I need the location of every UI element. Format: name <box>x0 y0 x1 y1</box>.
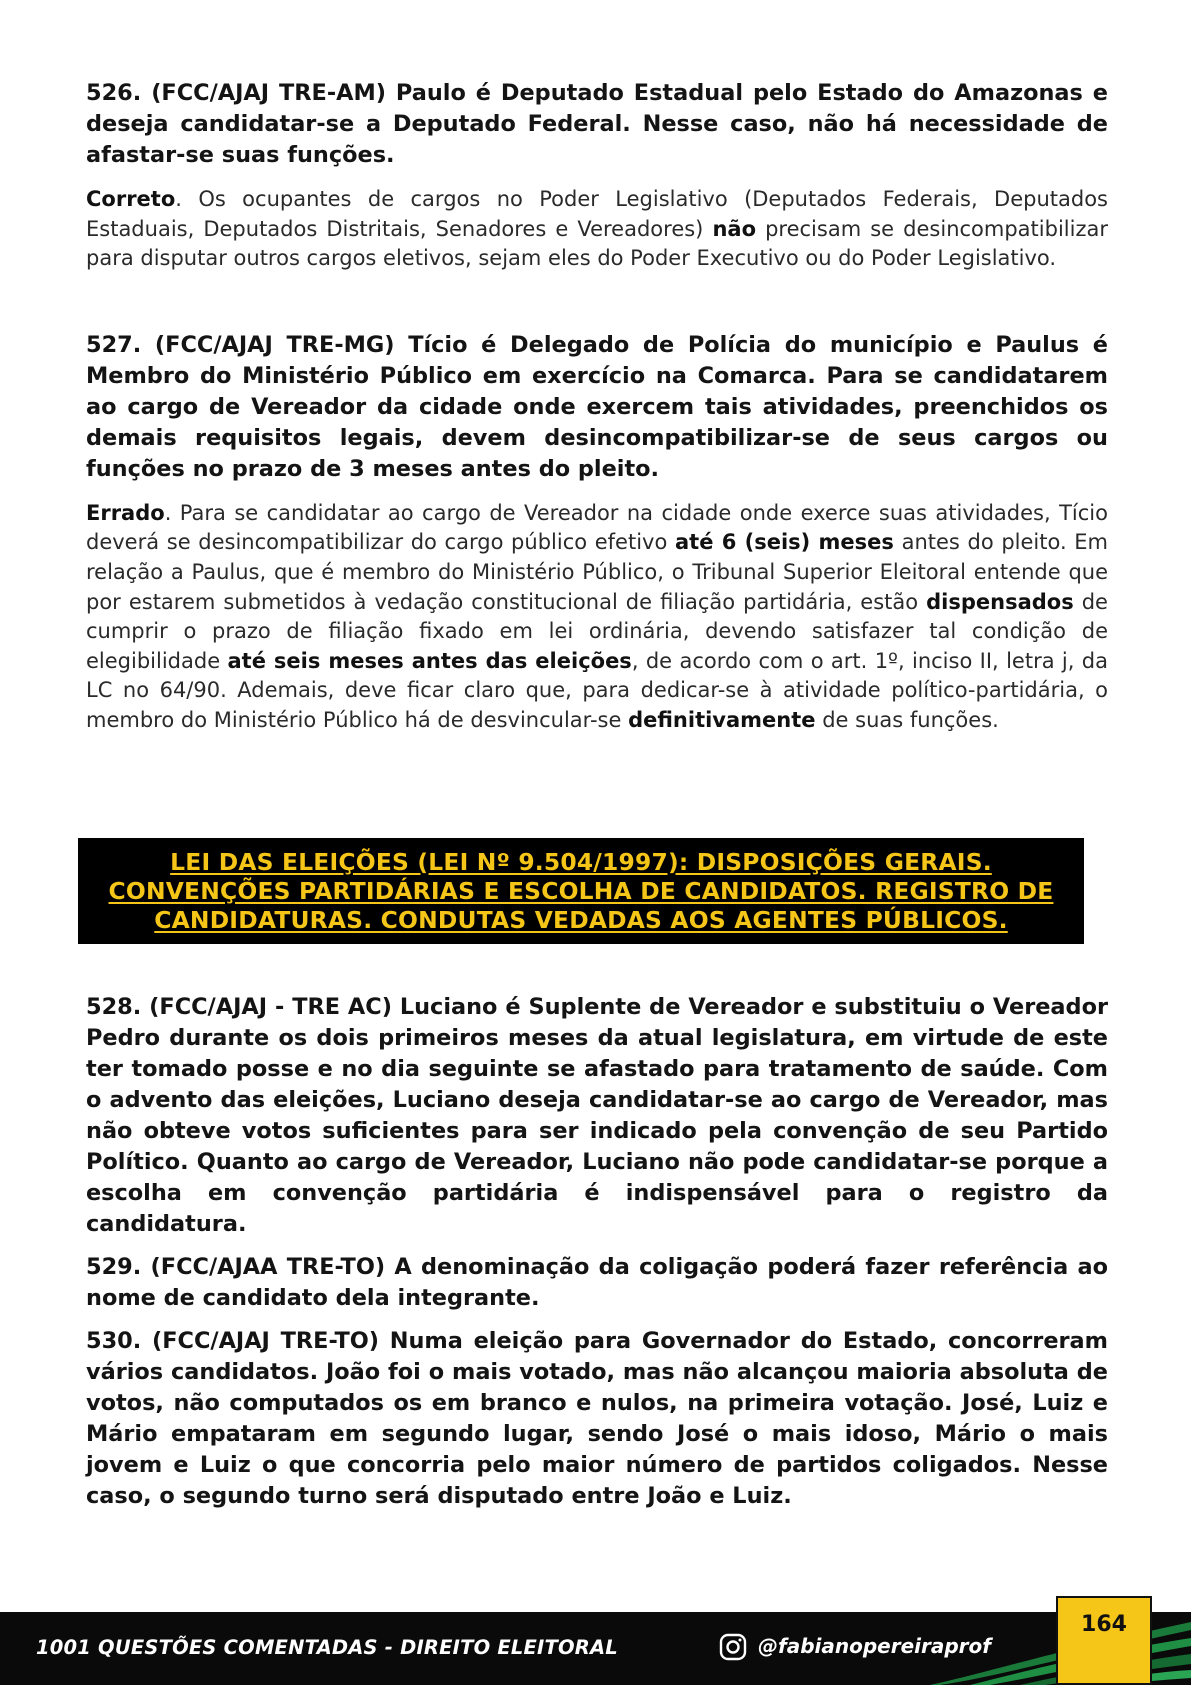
verdict-label: Errado <box>86 500 165 525</box>
question-528: 528. (FCC/AJAJ - TRE AC) Luciano é Suplente de Vereador e substituiu o Vereador Pedro durante os dois primeiros meses da atual legislatura, em virtude de este ter tomado posse e no dia seguinte se afastado para tratamento de saúde. Com o advento das eleições, Luciano deseja candidatar-se ao cargo de Vereador, mas não obteve votos suficientes para ser indicado pela convenção de seu Partido Político. Quanto ao cargo de Vereador, Luciano não pode candidatar-se porque a escolha em convenção partidária é indispensável para o registro da candidatura. <box>86 994 1108 1237</box>
question-526: 526. (FCC/AJAJ TRE-AM) Paulo é Deputado Estadual pelo Estado do Amazonas e deseja candidatar-se a Deputado Federal. Nesse caso, não há necessidade de afastar-se suas funções. <box>86 80 1108 168</box>
page-number: 164 <box>1056 1596 1152 1685</box>
question-527: 527. (FCC/AJAJ TRE-MG) Tício é Delegado de Polícia do município e Paulus é Membro do Ministério Público em exercício na Comarca. Para se candidatarem ao cargo de Vereador da cidade onde exercem tais atividades, preenchidos os demais requisitos legais, devem desincompatibilizar-se de seus cargos ou funções no prazo de 3 meses antes do pleito. <box>86 331 1108 482</box>
banner-line-1: LEI DAS ELEIÇÕES (LEI Nº 9.504/1997): DISPOSIÇÕES GERAIS. <box>170 847 992 876</box>
page-content <box>86 78 1108 736</box>
answer-526: Correto. Os ocupantes de cargos no Poder Legislativo (Deputados Federais, Deputados Estaduais, Deputados Distritais, Senadores e Vereadores) não precisam se desincompatibilizar para disputar outros cargos eletivos, sejam eles do Poder Executivo ou do Poder Legislativo. <box>86 187 1108 271</box>
question-530: 530. (FCC/AJAJ TRE-TO) Numa eleição para Governador do Estado, concorreram vários candidatos. João foi o mais votado, mas não alcançou maioria absoluta de votos, não computados os em branco e nulos, na primeira votação. José, Luiz e Mário empataram em segundo lugar, sendo José o mais idoso, Mário o mais jovem e Luiz o que concorria pelo maior número de partidos coligados. Nesse caso, o segundo turno será disputado entre João e Luiz. <box>86 1328 1108 1509</box>
question-529: 529. (FCC/AJAA TRE-TO) A denominação da coligação poderá fazer referência ao nome de candidato dela integrante. <box>86 1254 1108 1311</box>
answer-527: Errado. Para se candidatar ao cargo de Vereador na cidade onde exerce suas atividades, Tício deverá se desincompatibilizar do cargo público efetivo até 6 (seis) meses antes do pleito. Em relação a Paulus, que é membro do Ministério Público, o Tribunal Superior Eleitoral entende que por estarem submetidos à vedação constitucional de filiação partidária, estão dispensados de cumprir o prazo de filiação fixado em lei ordinária, devendo satisfazer tal condição de elegibilidade até seis meses antes das eleições, de acordo com o art. 1º, inciso II, letra j, da LC no 64/90. Ademais, deve ficar claro que, para dedicar-se à atividade político-partidária, o membro do Ministério Público há de desvincular-se definitivamente de suas funções. <box>86 500 1109 732</box>
instagram-handle[interactable]: @fabianopereiraprof <box>758 1634 991 1658</box>
footer-bar <box>0 1612 1191 1685</box>
banner-line-3: CANDIDATURAS. CONDUTAS VEDADAS AOS AGENTES PÚBLICOS. <box>154 905 1008 934</box>
questions-list <box>86 992 1108 1512</box>
instagram-icon <box>718 1632 748 1662</box>
verdict-label: Correto <box>86 187 176 211</box>
footer-title: 1001 QUESTÕES COMENTADAS - DIREITO ELEITORAL <box>36 1636 618 1659</box>
section-banner <box>78 838 1084 944</box>
banner-line-2: CONVENÇÕES PARTIDÁRIAS E ESCOLHA DE CANDIDATOS. REGISTRO DE <box>108 876 1054 905</box>
